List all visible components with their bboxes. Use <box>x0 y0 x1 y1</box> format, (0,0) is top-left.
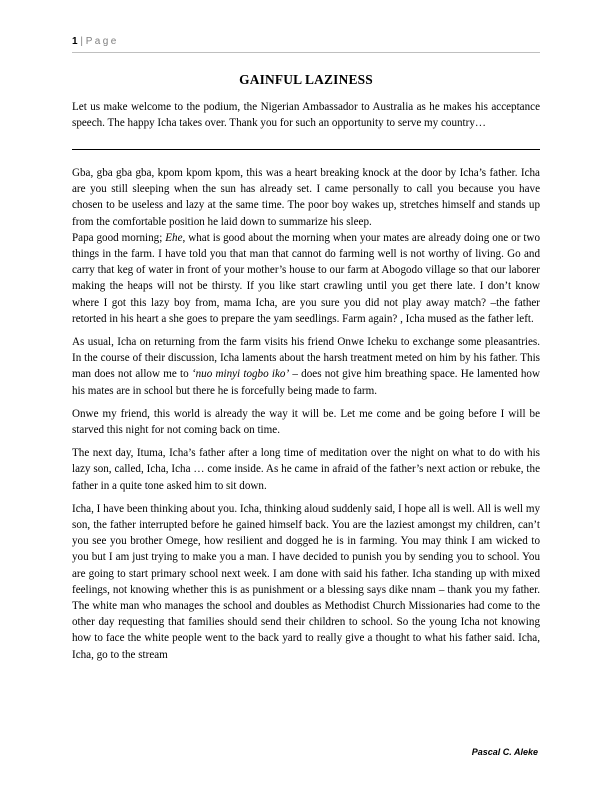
page-label: Page <box>85 36 119 47</box>
page-number: 1 <box>72 36 78 47</box>
paragraph-3-start: As usual, Icha on returning from the farm visits his friend Onwe Icheku to exchange some pleasantries. In the course of their discussion, Icha laments about the harsh treatment meted on him by his father. This man does not allow me to <box>72 336 540 381</box>
document-title: GAINFUL LAZINESS <box>239 72 373 87</box>
paragraph-3-rest: – does not give him breathing space. He lamented how his mates are in school but there he is forcefully being made to farm. <box>72 368 540 397</box>
paragraph-3 <box>72 334 540 399</box>
paragraph-2 <box>72 230 540 327</box>
header-separator: | <box>80 36 83 47</box>
paragraph-1: Gba, gba gba gba, kpom kpom kpom, this was a heart breaking knock at the door by Icha’s father. Icha are you still sleeping when the sun has already set. I came personally to call you because you have chosen to be useless and lazy at the same time. The poor boy wakes up, stretches himself and stands up from the comfortable position he laid down to summarize his sleep. <box>72 167 540 228</box>
paragraph-2-rest: , what is good about the morning when your mates are already doing one or two things in the farm. I have told you that man that cannot do farming well is not worthy of living. Go and carry that keg of water in front of your mother’s house to our farm at Abogodo village so that our laborer making the heaps will not be thirsty. If you like start crawling until you get there late. I don’t know where I got this lazy boy from, mama Icha, are you sure you did not play away match? –the father retorted in his heart a she goes to prepare the yam seedlings. Farm again? , Icha mused as the father left. <box>72 231 540 325</box>
page-header <box>72 36 540 53</box>
paragraph-2-start: Papa good morning; <box>72 231 166 244</box>
paragraph-2-ehe: Ehe <box>165 231 183 244</box>
paragraph-5: The next day, Ituma, Icha’s father after a long time of meditation over the night on what to do with his lazy son, called, Icha, Icha … come inside. As he came in afraid of the father’s next action or rebuke, the father in a quite tone asked him to sit down. <box>72 447 540 492</box>
paragraph-3-quote: ‘nuo minyi togbo iko’ <box>191 368 290 381</box>
paragraph-6: Icha, I have been thinking about you. Icha, thinking aloud suddenly said, I hope all is well. All is well my son, the father interrupted before he gained himself back. You are the laziest amongst my children, can’t you see you brother Omege, how resilient and dogged he is in farming. You may think I am wicked to you but I am just trying to make you a man. I have decided to punish you by sending you to school. You are going to start primary school next week. I am done with said his father. Icha standing up with mixed feelings, not knowing whether this is as punishment or a blessing says dike nnam – thank you my father. The white man who manages the school and doubles as Methodist Church Missionaries had come to the other day requesting that families should send their children to school. So the young Icha not knowing how to face the white people went to the back yard to really give a thought to what his father said. Icha, Icha, go to the stream <box>72 502 541 661</box>
horizontal-divider <box>72 149 540 150</box>
story-body <box>72 165 540 663</box>
intro-paragraph: Let us make welcome to the podium, the Nigerian Ambassador to Australia as he makes his acceptance speech. The happy Icha takes over. Thank you for such an opportunity to serve my country… <box>72 101 540 130</box>
page-footer-author: Pascal C. Aleke <box>471 747 538 757</box>
paragraph-4: Onwe my friend, this world is already the way it will be. Let me come and be going before I will be starved this night for not coming back on time. <box>72 407 540 437</box>
